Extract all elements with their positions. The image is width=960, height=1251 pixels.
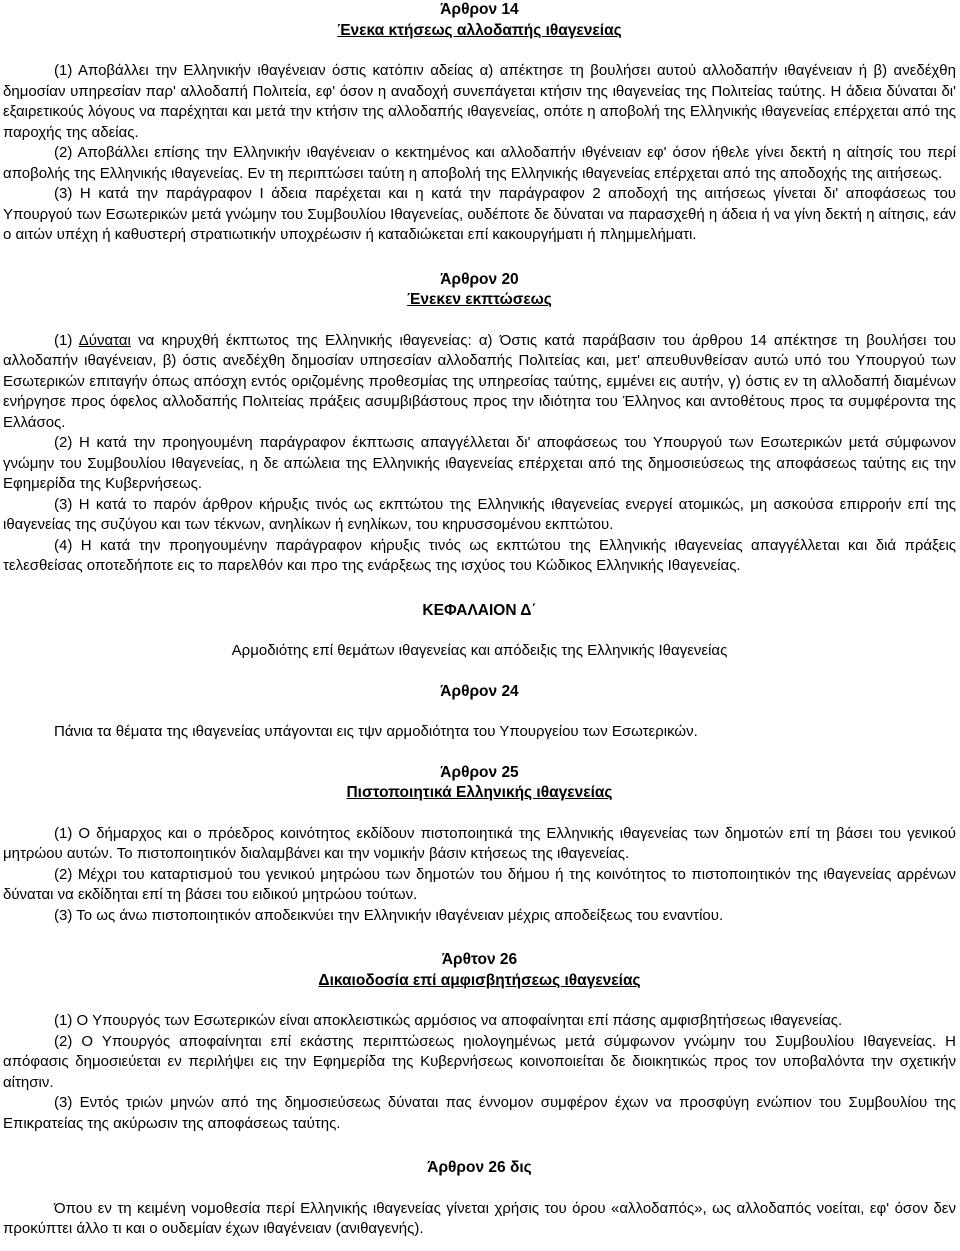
article-20-paragraph-1-rest: να κηρυχθή έκπτωτος της Ελληνικής ιθαγενείας: α) Όστις κατά παράβασιν του άρθρου 14 απέκτησε τη βουλήσει του αλλοδαπήν ιθαγένειαν, β) όστις ανεδέχθη δημοσίαν υπησεσίαν αλλοδαπής Πολιτείας και, μετ' απευθυνθείσαν αυτώ υπό του Υπουργού των Εσωτερικών επιταγήν όπως απόσχη εντός οριζομένης προθεσμίας της υπηρεσίας ταύτης, εμμένει εις αυτήν, γ) όστις εν τη αλλοδαπή διαμένων ενήργησε προς όφελος αλλοδαπής Πολιτείας πράξεις ασυμβιβάστους προς την ιδιότητα του Έλληνος και αντοθέτους προς τα συμφέροντα της Ελλάσος.	[3, 331, 956, 431]
article-26-subtitle: Δικαιοδοσία επί αμφισβητήσεως ιθαγενείας	[318, 971, 641, 989]
article-25-paragraph-3: (3) Το ως άνω πιστοποιητικόν αποδεικνύει την Ελληνικήν ιθαγένειαν μέχρις αποδείξεως του εναντίου.	[54, 906, 724, 924]
article-26b-title: Άρθρον 26 δις	[427, 1159, 532, 1176]
article-20-paragraph-1-first-word: Δύναται	[78, 331, 131, 349]
article-20-title: Άρθρον 20	[440, 270, 519, 288]
article-26-title: Άρθτον 26	[441, 951, 518, 968]
article-24-text: Πάνια τα θέματα της ιθαγενείας υπάγονται εις τψν αρμοδιότητα του Υπουργείου των Εσωτερικών.	[54, 723, 698, 740]
article-14-title: Άρθρον 14	[440, 1, 519, 18]
chapter-subtitle: Αρμοδιότης επί θεμάτων ιθαγενείας και απόδειξις της Ελληνικής Ιθαγενείας	[231, 642, 728, 659]
spacer	[3, 926, 956, 950]
article-20-paragraph-1	[3, 331, 956, 434]
article-25-paragraph-2: (2) Μέχρι του καταρτισμού του γενικού μητρώου των δημοτών του δήμου ή της κοινότητος το πιστοποιητικόν της ιθαγενείας αρρένων δύναται να εκδίδηται επί τη βάσει του ειδικού μητρώου τούτων.	[3, 865, 956, 903]
article-26-paragraph-3: (3) Εντός τριών μηνών από της δημοσιεύσεως δύναται πας έννομον συμφέρον έχων να προσφύγη ενώπιον του Συμβουλίου της Επικρατείας της ακύρωσιν της αποφάσεως ταύτης.	[3, 1094, 956, 1132]
article-20-paragraph-4: (4) Η κατά την προηγουμένην παράγραφον κήρυξις τινός ως εκπτώτου της Ελληνικής ιθαγενείας απαγγέλλεται και διά πράξεις τελεσθείσας οποτεδήποτε εις το παρελθόν και προ της ενάρξεως της ισχύος του Κώδικος Ελληνικής Ιθαγενείας.	[3, 536, 956, 574]
article-14-paragraph-2: (2) Αποβάλλει επίσης την Ελληνικήν ιθαγένειαν ο κεκτημένος και αλλοδαπήν ιθγένειαν εφ' όσον ήθελε γίνει δεκτή η αίτησίς του περί αποβολής της Ελληνικής ιθαγενείας. Εν τη περιπτώσει ταύτη η αποβολή της Ελληνικής ιθαγενείας επέρχεται από της αποδοχής της αιτήσεως.	[3, 144, 956, 182]
chapter-title: ΚΕΦΑΛΑΙΟΝ Δ΄	[422, 601, 537, 619]
article-20-paragraph-1-prefix: (1)	[54, 331, 79, 349]
article-25-paragraph-1: (1) Ο δήμαρχος και ο πρόεδρος κοινότητος εκδίδουν πιστοποιητικά της Ελληνικής ιθαγενείας των δημοτών επί τη βάσει του γενικού μητρώου αυτών. Το πιστοποιητικόν διαλαμβάνει και την νομικήν βάσιν κτήσεως της ιθαγενείας.	[3, 824, 956, 862]
article-14-paragraph-1: (1) Αποβάλλει την Ελληνικήν ιθαγένειαν όστις κατόπιν αδείας α) απέκτησε τη βουλήσει αυτού αλλοδαπήν ιθαγένειαν ή β) ανεδέχθη δημοσίαν υπηρεσίαν παρ' αλλοδαπή Πολιτεία, εφ' όσον η αναδοχή συνεπάγεται κτήσιν της ιθαγενείας της Πολιτείας ταύτης. Η άδεια δύναται δι' εξαιρετικούς λόγους να παρέχηται και μετά την κτήσιν της αλλοδαπής ιθαγενείας, οπότε η αποβολή της Ελληνικής ιθαγενείας επέρχεται από της παροχής της αδείας.	[3, 62, 956, 141]
article-26-paragraph-2: (2) Ο Υπουργός αποφαίνηται επί εκάστης περιπτώσεως ηιολογημένως μετά σύμφωνον γνώμην του Συμβουλίου Ιθαγενείας. Η απόφασις δημοσιεύεται εν περιλήψει εις την Εφημερίδα της Κυβερνήσεως κοινοποιείται δε διοικητικώς προς τον υποβαλόντα την σχετικήν αίτησιν.	[3, 1032, 956, 1091]
article-26b-text: Όπου εν τη κειμένη νομοθεσία περί Ελληνικής ιθαγενείας γίνεται χρήσις του όρου «αλλοδαπός», ως αλλοδαπός νοείται, εφ' όσον δεν προκύπτει άλλο τι και ο ουδεμίαν έχων ιθαγένειαν (ανιθαγενής).	[3, 1199, 956, 1237]
spacer	[3, 621, 956, 641]
article-14-paragraph-3: (3) Η κατά την παράγραφον Ι άδεια παρέχεται και η κατά την παράγραφον 2 αποδοχή της αιτήσεως γίνεται δι' αποφάσεως του Υπουργού των Εσωτερικών μετά γνώμην του Συμβουλίου Ιθαγενείας, ουδέποτε δε δύναται να παρασχεθή η άδεια ή να γίνη δεκτή η αίτησις, εάν ο αιτών υπέχη ή καθυστερή στρατιωτικήν υποχρέωσιν ή καταδιώκεται επί κακουργήματι ή πλημμελήματι.	[3, 185, 956, 243]
article-20-subtitle: Ένεκεν εκπτώσεως	[407, 291, 552, 308]
spacer	[3, 991, 956, 1011]
spacer	[3, 1134, 956, 1158]
article-14-subtitle: Ένεκα κτήσεως αλλοδαπής ιθαγενείας	[337, 21, 622, 39]
spacer	[3, 662, 956, 682]
article-25-subtitle: Πιστοποιητικά Ελληνικής ιθαγενείας	[346, 784, 613, 801]
article-26-paragraph-1: (1) Ο Υπουργός των Εσωτερικών είναι αποκλειστικώς αρμόσιος να αποφαίνηται επί πάσης αμφισβητήσεως ιθαγενείας.	[54, 1012, 843, 1029]
article-25-title: Άρθρον 25	[440, 763, 519, 781]
spacer	[3, 41, 956, 61]
spacer	[3, 743, 956, 763]
spacer	[3, 804, 956, 824]
article-20-paragraph-3: (3) Η κατά το παρόν άρθρον κήρυξις τινός ως εκπτώτου της Ελληνικής ιθαγενείας ενεργεί ατομικώς, μη ασκούσα επιρροήν επί της ιθαγενείας της συζύγου και των τέκνων, ανηλίκων ή ενηλίκων, του κηρυσσομένου εκπτώτου.	[3, 495, 956, 533]
spacer	[3, 311, 956, 331]
article-20-paragraph-2: (2) Η κατά την προηγουμένη παράγραφον έκπτωσις απαγγέλλεται δι' αποφάσεως του Υπουργού των Εσωτερικών μετά σύμφωνον γνώμην του Συμβουλίου Ιθαγενείας, η δε απώλεια της Ελληνικής ιθαγενείας επέρχεται από της δημοσιεύσεως της αποφάσεως ταύτης εις την Εφημερίδα της Κυβερνήσεως.	[3, 434, 956, 492]
spacer	[3, 1179, 956, 1199]
spacer	[3, 246, 956, 270]
spacer	[3, 577, 956, 601]
spacer	[3, 702, 956, 722]
article-24-title: Άρθρον 24	[440, 682, 519, 700]
